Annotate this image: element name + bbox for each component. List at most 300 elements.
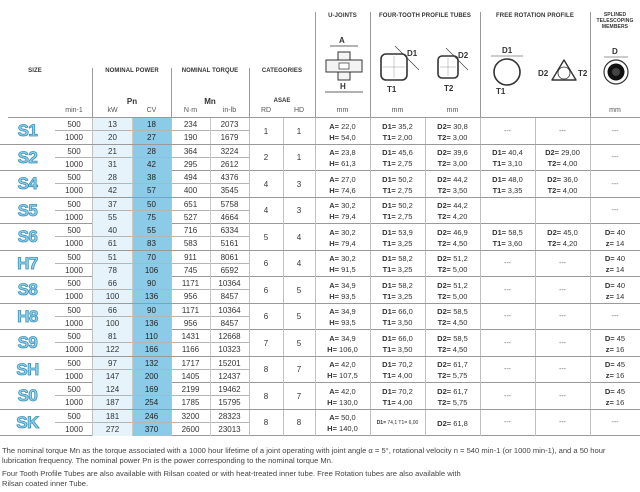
divider xyxy=(132,410,133,436)
u-joint-diagram-icon xyxy=(320,34,368,100)
divider xyxy=(425,145,426,171)
cell-ft_d1 xyxy=(370,252,425,277)
cell-fr_d2: --- xyxy=(559,366,566,373)
spec-line: D2= 44,2 xyxy=(437,201,468,210)
spec-line: H= 140,0 xyxy=(327,424,358,433)
cell-inlb: 1679 xyxy=(220,133,239,142)
spec-line: A= 34,9 xyxy=(329,280,356,290)
cell-fr_d2 xyxy=(535,172,590,197)
divider xyxy=(92,410,93,436)
cell-ft_d1 xyxy=(370,411,425,436)
size-label: S8 xyxy=(17,280,38,299)
cell-kw: 37 xyxy=(93,198,132,211)
cell-inlb: 28323 xyxy=(210,410,249,423)
spec-line: D2= 61,7 xyxy=(437,360,468,369)
spec-line: T2= 5,75 xyxy=(437,397,468,407)
svg-text:D2: D2 xyxy=(538,69,549,78)
spec-line: T1= 3,25 xyxy=(382,291,413,301)
divider xyxy=(370,224,371,250)
cell-inlb: 5161 xyxy=(220,239,239,248)
cell-speeds: 1000 xyxy=(65,212,83,222)
cell-speeds: 1000 xyxy=(65,345,83,354)
spec-line: T2= 3,00 xyxy=(437,159,468,168)
size-label: S5 xyxy=(17,200,38,220)
category-hd: 5 xyxy=(296,312,302,321)
divider xyxy=(210,330,211,356)
cell-ft_d2 xyxy=(425,305,480,330)
cell-ft_d2 xyxy=(425,119,480,144)
table-row-group xyxy=(0,171,640,198)
spec-line: z= 16 xyxy=(605,397,625,407)
divider xyxy=(249,277,250,303)
spec-line: D1= 48,0 xyxy=(492,174,523,184)
header-nominal-power: NOMINAL POWER xyxy=(105,68,159,74)
spec-line: H= 54,0 xyxy=(329,132,356,142)
cell-spl: --- xyxy=(611,180,619,188)
divider xyxy=(283,357,284,383)
divider xyxy=(210,304,211,330)
cell-fr_d1 xyxy=(480,172,535,197)
cell-fr_d1 xyxy=(480,198,535,224)
cell-fr_d1: --- xyxy=(504,339,511,347)
spec-line: A= 34,9 xyxy=(329,333,356,343)
table-row-group xyxy=(0,383,640,410)
divider xyxy=(535,118,536,144)
divider xyxy=(480,410,481,436)
table-row-group xyxy=(0,277,640,304)
cell-inlb: 12668 xyxy=(210,330,249,343)
svg-text:D1: D1 xyxy=(502,46,513,55)
svg-text:T2: T2 xyxy=(444,84,454,93)
cell-ujoint xyxy=(315,225,370,250)
divider xyxy=(315,410,316,436)
cell-ft_d2 xyxy=(425,411,480,436)
cell-kw: 100 xyxy=(93,317,132,330)
cell-spl: --- xyxy=(611,127,619,135)
spec-line: z= 14 xyxy=(605,238,625,248)
cell-ft_d1 xyxy=(370,146,425,171)
divider xyxy=(210,198,211,224)
spec-line: D1= 35,2 xyxy=(382,121,413,131)
unit-speed: min-1 xyxy=(65,107,83,114)
divider xyxy=(425,198,426,224)
divider xyxy=(132,304,133,330)
divider xyxy=(132,251,133,277)
divider xyxy=(590,12,591,118)
cell-inlb: 2073 xyxy=(210,118,249,131)
divider xyxy=(315,277,316,303)
divider xyxy=(210,224,211,250)
category-hd: 3 xyxy=(296,179,302,189)
divider xyxy=(171,330,172,356)
divider xyxy=(425,251,426,277)
category-rd: 4 xyxy=(263,179,269,189)
divider xyxy=(425,357,426,383)
divider xyxy=(425,118,426,144)
divider xyxy=(370,330,371,356)
cell-nm: 364 xyxy=(171,145,210,158)
spec-line: D1= 66,0 xyxy=(382,307,413,316)
category-hd: 7 xyxy=(296,365,302,374)
divider xyxy=(132,330,133,356)
cell-spl xyxy=(590,358,640,383)
spec-line: A= 23,8 xyxy=(329,148,356,157)
cell-ujoint xyxy=(315,172,370,197)
spec-line: D1= 70,2 xyxy=(382,360,413,369)
divider xyxy=(210,357,211,383)
divider xyxy=(171,410,172,436)
spec-line: D1= 74,1 T1= 6,00 xyxy=(376,419,419,426)
cell-nm: 1717 xyxy=(171,357,210,370)
cell-speeds: 500 xyxy=(55,198,93,211)
cell-inlb: 10364 xyxy=(210,277,249,290)
spec-line: T1= 2,75 xyxy=(382,185,413,195)
divider xyxy=(480,357,481,383)
divider xyxy=(132,357,133,383)
spec-line: T2= 4,00 xyxy=(547,185,578,195)
divider xyxy=(171,224,172,250)
divider xyxy=(92,277,93,303)
divider xyxy=(171,118,172,144)
cell-spl xyxy=(590,278,640,303)
cell-ft_d2 xyxy=(425,225,480,250)
divider xyxy=(480,171,481,197)
spec-line: H= 93,5 xyxy=(329,318,356,327)
divider xyxy=(132,198,133,224)
cell-ft_d2 xyxy=(425,358,480,383)
divider xyxy=(370,12,371,118)
cell-kw: 66 xyxy=(93,277,132,290)
cell-fr_d1: --- xyxy=(504,366,511,373)
cell-kw: 100 xyxy=(93,290,132,303)
spec-line: D2= 30,8 xyxy=(437,121,468,131)
cell-fr_d2: --- xyxy=(559,313,566,320)
cell-speeds: 500 xyxy=(55,357,93,370)
cell-cv: 136 xyxy=(132,317,171,330)
cell-kw: 181 xyxy=(93,410,132,423)
divider xyxy=(480,118,481,144)
divider xyxy=(590,410,591,436)
divider xyxy=(315,198,316,224)
cell-ujoint xyxy=(315,411,370,436)
cell-fr_d1: --- xyxy=(504,392,511,400)
divider xyxy=(590,145,591,171)
cell-spl: --- xyxy=(611,313,619,320)
cell-ft_d2 xyxy=(425,384,480,409)
divider xyxy=(249,357,250,383)
size-label: H7 xyxy=(17,253,38,273)
divider xyxy=(210,251,211,277)
cell-ft_d1 xyxy=(370,172,425,197)
unit-inlb: in-lb xyxy=(222,107,237,114)
spec-line: D1= 70,2 xyxy=(382,386,413,396)
cell-ft_d1 xyxy=(370,199,425,224)
divider xyxy=(315,357,316,383)
cell-cv: 28 xyxy=(132,145,171,158)
spec-line: D1= 50,2 xyxy=(382,201,413,210)
cell-cv: 132 xyxy=(132,357,171,370)
size-label: S2 xyxy=(17,147,38,167)
cell-nm: 745 xyxy=(183,265,198,275)
category-rd: 8 xyxy=(263,365,269,374)
cell-speeds: 500 xyxy=(55,251,93,264)
divider xyxy=(283,224,284,250)
cell-nm: 716 xyxy=(171,224,210,237)
spec-line: H= 93,5 xyxy=(329,291,356,301)
spec-line: z= 14 xyxy=(605,291,625,301)
cell-kw: 147 xyxy=(93,370,132,383)
cell-cv: 18 xyxy=(132,118,171,131)
divider xyxy=(283,171,284,197)
cell-cv: 106 xyxy=(132,264,171,277)
cell-ujoint xyxy=(315,199,370,224)
unit-rd: RD xyxy=(260,107,272,114)
cell-cv: 110 xyxy=(132,330,171,343)
spec-line: A= 27,0 xyxy=(329,174,356,184)
cell-nm: 234 xyxy=(171,118,210,131)
divider xyxy=(535,357,536,383)
category-hd: 7 xyxy=(296,391,302,401)
cell-cv: 169 xyxy=(132,383,171,396)
divider xyxy=(210,277,211,303)
spec-line: D= 40 xyxy=(604,280,626,290)
divider xyxy=(132,145,133,171)
spec-line: D2= 46,9 xyxy=(437,227,468,237)
divider xyxy=(283,277,284,303)
divider xyxy=(92,145,93,171)
cell-spl xyxy=(590,331,640,356)
divider xyxy=(535,145,536,171)
cell-inlb: 10364 xyxy=(210,304,249,317)
svg-text:D: D xyxy=(612,47,618,56)
table-row-group xyxy=(0,304,640,331)
cell-speeds: 500 xyxy=(55,145,93,158)
unit-hd: HD xyxy=(293,107,305,114)
divider xyxy=(370,171,371,197)
divider xyxy=(132,171,133,197)
table-row-group xyxy=(0,145,640,172)
category-hd: 4 xyxy=(296,259,302,268)
free-rotation-d2-diagram-icon xyxy=(538,54,590,90)
cell-speeds: 500 xyxy=(55,171,93,184)
spec-line: H= 61,3 xyxy=(329,159,356,168)
divider xyxy=(480,304,481,330)
table-row-group xyxy=(0,251,640,278)
spec-line: D= 40 xyxy=(604,227,626,237)
cell-fr_d1: --- xyxy=(504,260,511,267)
cell-nm: 651 xyxy=(171,198,210,211)
divider xyxy=(425,171,426,197)
cell-inlb: 10323 xyxy=(218,345,241,354)
splined-member-diagram-icon xyxy=(598,46,634,86)
cell-cv: 75 xyxy=(132,211,171,224)
category-hd: 3 xyxy=(296,206,302,215)
header-nominal-torque: NOMINAL TORQUE xyxy=(181,68,239,74)
cell-fr_d2: --- xyxy=(559,419,566,426)
divider xyxy=(283,383,284,409)
spec-line: D1= 58,2 xyxy=(382,254,413,263)
spec-line: T2= 3,00 xyxy=(437,132,468,142)
divider xyxy=(132,383,133,409)
svg-text:T1: T1 xyxy=(496,87,506,96)
divider xyxy=(249,383,250,409)
cell-ft_d1 xyxy=(370,278,425,303)
cell-inlb: 23013 xyxy=(218,424,241,434)
divider xyxy=(480,224,481,250)
spec-line: D2= 61,7 xyxy=(437,386,468,396)
spec-line: H= 106,0 xyxy=(327,344,358,354)
size-label: S0 xyxy=(17,386,38,405)
divider xyxy=(315,383,316,409)
divider xyxy=(590,357,591,383)
cell-speeds: 1000 xyxy=(65,265,83,275)
spec-line: T2= 4,50 xyxy=(437,318,468,327)
cell-inlb: 8457 xyxy=(220,292,239,301)
divider xyxy=(171,251,172,277)
divider xyxy=(283,410,284,436)
header-categories: CATEGORIES xyxy=(261,68,303,74)
spec-line: D2= 44,2 xyxy=(437,174,468,184)
divider xyxy=(249,224,250,250)
divider xyxy=(132,118,133,144)
divider xyxy=(249,251,250,277)
divider xyxy=(171,304,172,330)
divider xyxy=(171,277,172,303)
table-row-group xyxy=(0,410,640,437)
divider xyxy=(370,410,371,436)
cell-spl: --- xyxy=(611,419,619,426)
divider xyxy=(370,118,371,144)
divider xyxy=(315,145,316,171)
cell-inlb: 15201 xyxy=(210,357,249,370)
divider xyxy=(171,68,172,118)
spec-line: D1= 66,0 xyxy=(382,333,413,343)
cell-ujoint xyxy=(315,119,370,144)
cell-kw: 97 xyxy=(93,357,132,370)
divider xyxy=(590,304,591,330)
cell-cv: 38 xyxy=(132,171,171,184)
divider xyxy=(92,171,93,197)
spec-line: A= 34,9 xyxy=(329,307,356,316)
cell-ft_d2 xyxy=(425,146,480,171)
spec-line: T2= 4,00 xyxy=(547,159,578,168)
cell-kw: 40 xyxy=(93,224,132,237)
cell-kw: 124 xyxy=(93,383,132,396)
spec-line: D2= 29,00 xyxy=(545,148,580,157)
cell-ujoint xyxy=(315,305,370,330)
cell-kw: 187 xyxy=(93,396,132,409)
spec-line: T2= 4,50 xyxy=(437,344,468,354)
cell-cv: 70 xyxy=(132,251,171,264)
divider xyxy=(535,171,536,197)
cell-spl xyxy=(590,384,640,409)
spec-line: T2= 4,50 xyxy=(437,238,468,248)
cell-ujoint xyxy=(315,146,370,171)
cell-speeds: 1000 xyxy=(65,371,83,381)
divider xyxy=(171,383,172,409)
category-rd: 6 xyxy=(263,285,269,295)
cell-nm: 1405 xyxy=(181,371,200,381)
spec-line: z= 14 xyxy=(605,265,625,274)
cell-speeds: 500 xyxy=(55,118,93,131)
unit-d2: mm xyxy=(446,107,459,114)
svg-text:H: H xyxy=(340,82,346,91)
cell-kw: 78 xyxy=(93,264,132,277)
divider xyxy=(535,304,536,330)
spec-line: A= 30,2 xyxy=(329,227,356,237)
cell-speeds: 1000 xyxy=(65,186,83,195)
cell-kw: 122 xyxy=(93,343,132,356)
unit-kw: kW xyxy=(107,107,118,114)
cell-nm: 583 xyxy=(183,239,198,248)
table-row-group xyxy=(0,330,640,357)
category-rd: 6 xyxy=(263,259,269,268)
size-label: S1 xyxy=(17,121,38,140)
unit-ujoint: mm xyxy=(336,107,349,114)
category-hd: 1 xyxy=(296,126,302,136)
cell-ft_d1 xyxy=(370,384,425,409)
spec-line: D2= 39,6 xyxy=(437,148,468,157)
cell-speeds: 1000 xyxy=(65,424,83,434)
cell-fr_d2: --- xyxy=(559,127,566,135)
divider xyxy=(535,383,536,409)
cell-inlb: 4664 xyxy=(220,212,239,222)
cell-kw: 20 xyxy=(93,131,132,144)
four-tooth-d1-diagram-icon xyxy=(375,44,425,94)
size-label: SH xyxy=(16,359,39,379)
divider xyxy=(590,118,591,144)
cell-nm: 1431 xyxy=(171,330,210,343)
divider xyxy=(315,118,316,144)
cell-nm: 1785 xyxy=(181,398,200,407)
category-rd: 8 xyxy=(263,418,269,427)
cell-nm: 527 xyxy=(183,212,198,222)
spec-line: z= 16 xyxy=(605,371,625,380)
cell-nm: 1171 xyxy=(171,277,210,290)
cell-nm: 956 xyxy=(183,318,198,328)
cell-ujoint xyxy=(315,331,370,356)
spec-line: H= 107,5 xyxy=(327,371,358,380)
cell-ft_d2 xyxy=(425,252,480,277)
category-rd: 4 xyxy=(263,206,269,215)
divider xyxy=(590,277,591,303)
cell-kw: 13 xyxy=(93,118,132,131)
cell-ft_d1 xyxy=(370,358,425,383)
spec-line: T1= 2,75 xyxy=(382,212,413,221)
cell-inlb: 3545 xyxy=(220,186,239,195)
spec-line: D1= 45,6 xyxy=(382,148,413,157)
divider xyxy=(535,251,536,277)
size-label: H8 xyxy=(17,306,38,326)
cell-speeds: 1000 xyxy=(65,159,83,169)
divider xyxy=(210,145,211,171)
spec-line: T2= 5,75 xyxy=(437,371,468,380)
spec-line: T1= 2,00 xyxy=(382,132,413,142)
category-hd: 5 xyxy=(296,338,302,348)
divider xyxy=(132,224,133,250)
spec-line: T2= 4,20 xyxy=(437,212,468,221)
divider xyxy=(283,330,284,356)
divider xyxy=(370,277,371,303)
cell-fr_d2: --- xyxy=(559,392,566,400)
spec-line: H= 79,4 xyxy=(329,212,356,221)
spec-line: D= 40 xyxy=(604,254,626,263)
divider xyxy=(92,383,93,409)
divider xyxy=(425,410,426,436)
cell-ft_d2 xyxy=(425,278,480,303)
divider xyxy=(92,198,93,224)
category-hd: 5 xyxy=(296,285,302,295)
